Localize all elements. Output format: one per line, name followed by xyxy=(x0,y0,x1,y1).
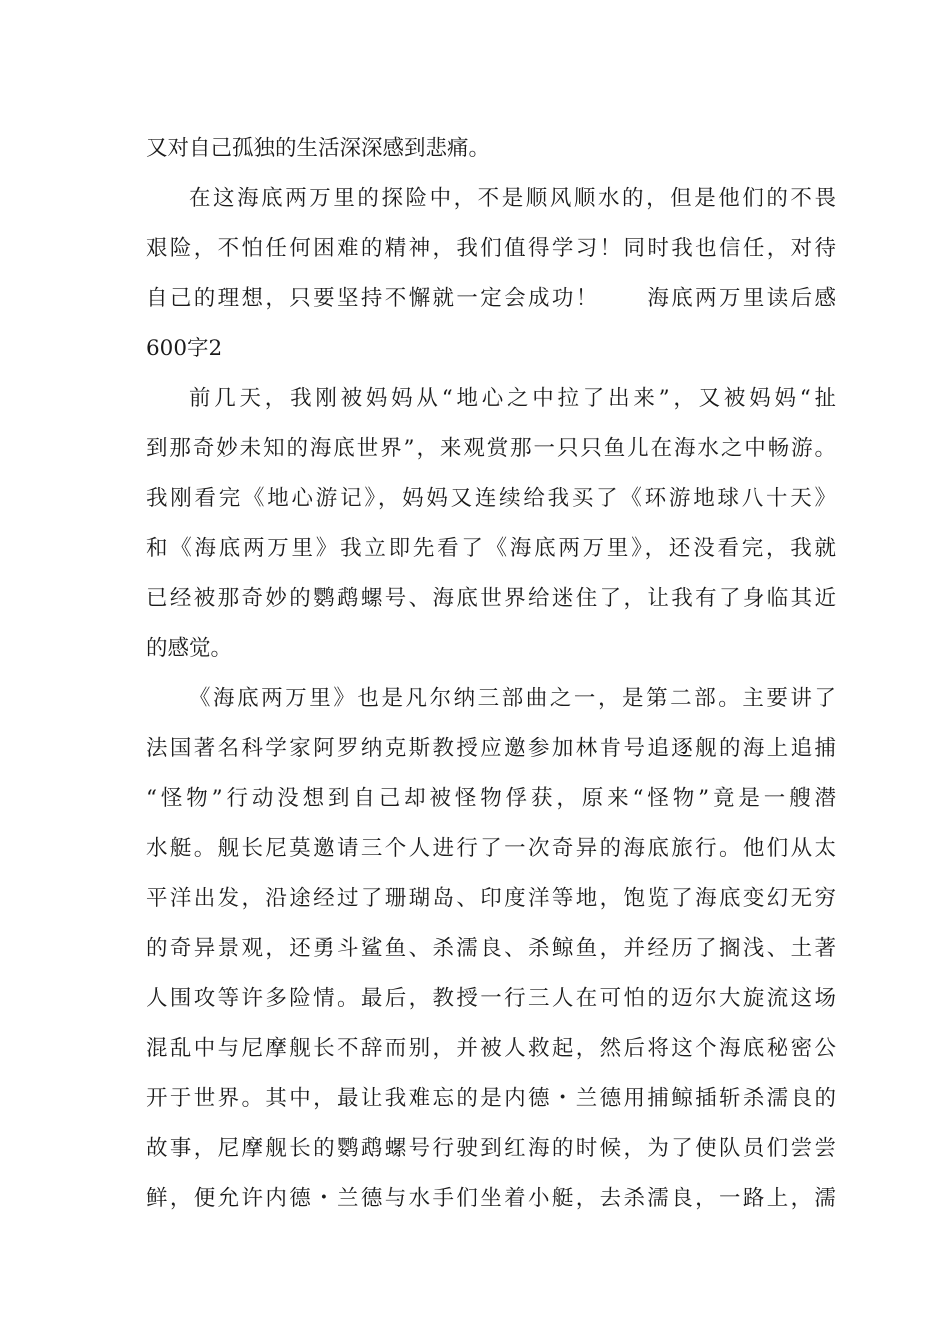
text-line: 自己的理想，只要坚持不懈就一定会成功！ 海底两万里读后感 xyxy=(146,286,836,311)
text-line: 鲜，便允许内德・兰德与水手们坐着小艇，去杀濡良，一路上，濡 xyxy=(146,1186,836,1211)
text-line: 在这海底两万里的探险中，不是顺风顺水的，但是他们的不畏 xyxy=(189,186,836,211)
text-line: 我刚看完《地心游记》，妈妈又连续给我买了《环游地球八十天》 xyxy=(146,486,836,511)
body-text xyxy=(146,124,836,1224)
text-line: 又对自己孤独的生活深深感到悲痛。 xyxy=(146,136,491,161)
text-line: 开于世界。其中，最让我难忘的是内德・兰德用捕鲸插斩杀濡良的 xyxy=(146,1086,836,1111)
text-line: 故事，尼摩舰长的鹦鹉螺号行驶到红海的时候，为了使队员们尝尝 xyxy=(146,1136,836,1161)
text-line: 人围攻等许多险情。最后，教授一行三人在可怕的迈尔大旋流这场 xyxy=(146,986,836,1011)
text-line: 到那奇妙未知的海底世界”，来观赏那一只只鱼儿在海水之中畅游。 xyxy=(146,436,836,461)
text-line: 前几天，我刚被妈妈从“地心之中拉了出来”，又被妈妈“扯 xyxy=(189,386,836,411)
text-line: 的感觉。 xyxy=(146,636,233,661)
text-line: 混乱中与尼摩舰长不辞而别，并被人救起，然后将这个海底秘密公 xyxy=(146,1036,836,1061)
text-line: 法国著名科学家阿罗纳克斯教授应邀参加林肯号追逐舰的海上追捕 xyxy=(146,736,836,761)
text-line: 和《海底两万里》我立即先看了《海底两万里》，还没看完，我就 xyxy=(146,536,836,561)
text-line: 600字2 xyxy=(146,336,223,361)
text-line: 艰险，不怕任何困难的精神，我们值得学习！同时我也信任，对待 xyxy=(146,236,836,261)
text-line: 已经被那奇妙的鹦鹉螺号、海底世界给迷住了，让我有了身临其近 xyxy=(146,586,836,611)
text-line: 《海底两万里》也是凡尔纳三部曲之一，是第二部。主要讲了 xyxy=(189,686,836,711)
text-line: 平洋出发，沿途经过了珊瑚岛、印度洋等地，饱览了海底变幻无穷 xyxy=(146,886,836,911)
text-line: 的奇异景观，还勇斗鲨鱼、杀濡良、杀鲸鱼，并经历了搁浅、土著 xyxy=(146,936,836,961)
text-line: 水艇。舰长尼莫邀请三个人进行了一次奇异的海底旅行。他们从太 xyxy=(146,836,836,861)
text-line: “怪物”行动没想到自己却被怪物俘获，原来“怪物”竟是一艘潜 xyxy=(146,786,836,811)
